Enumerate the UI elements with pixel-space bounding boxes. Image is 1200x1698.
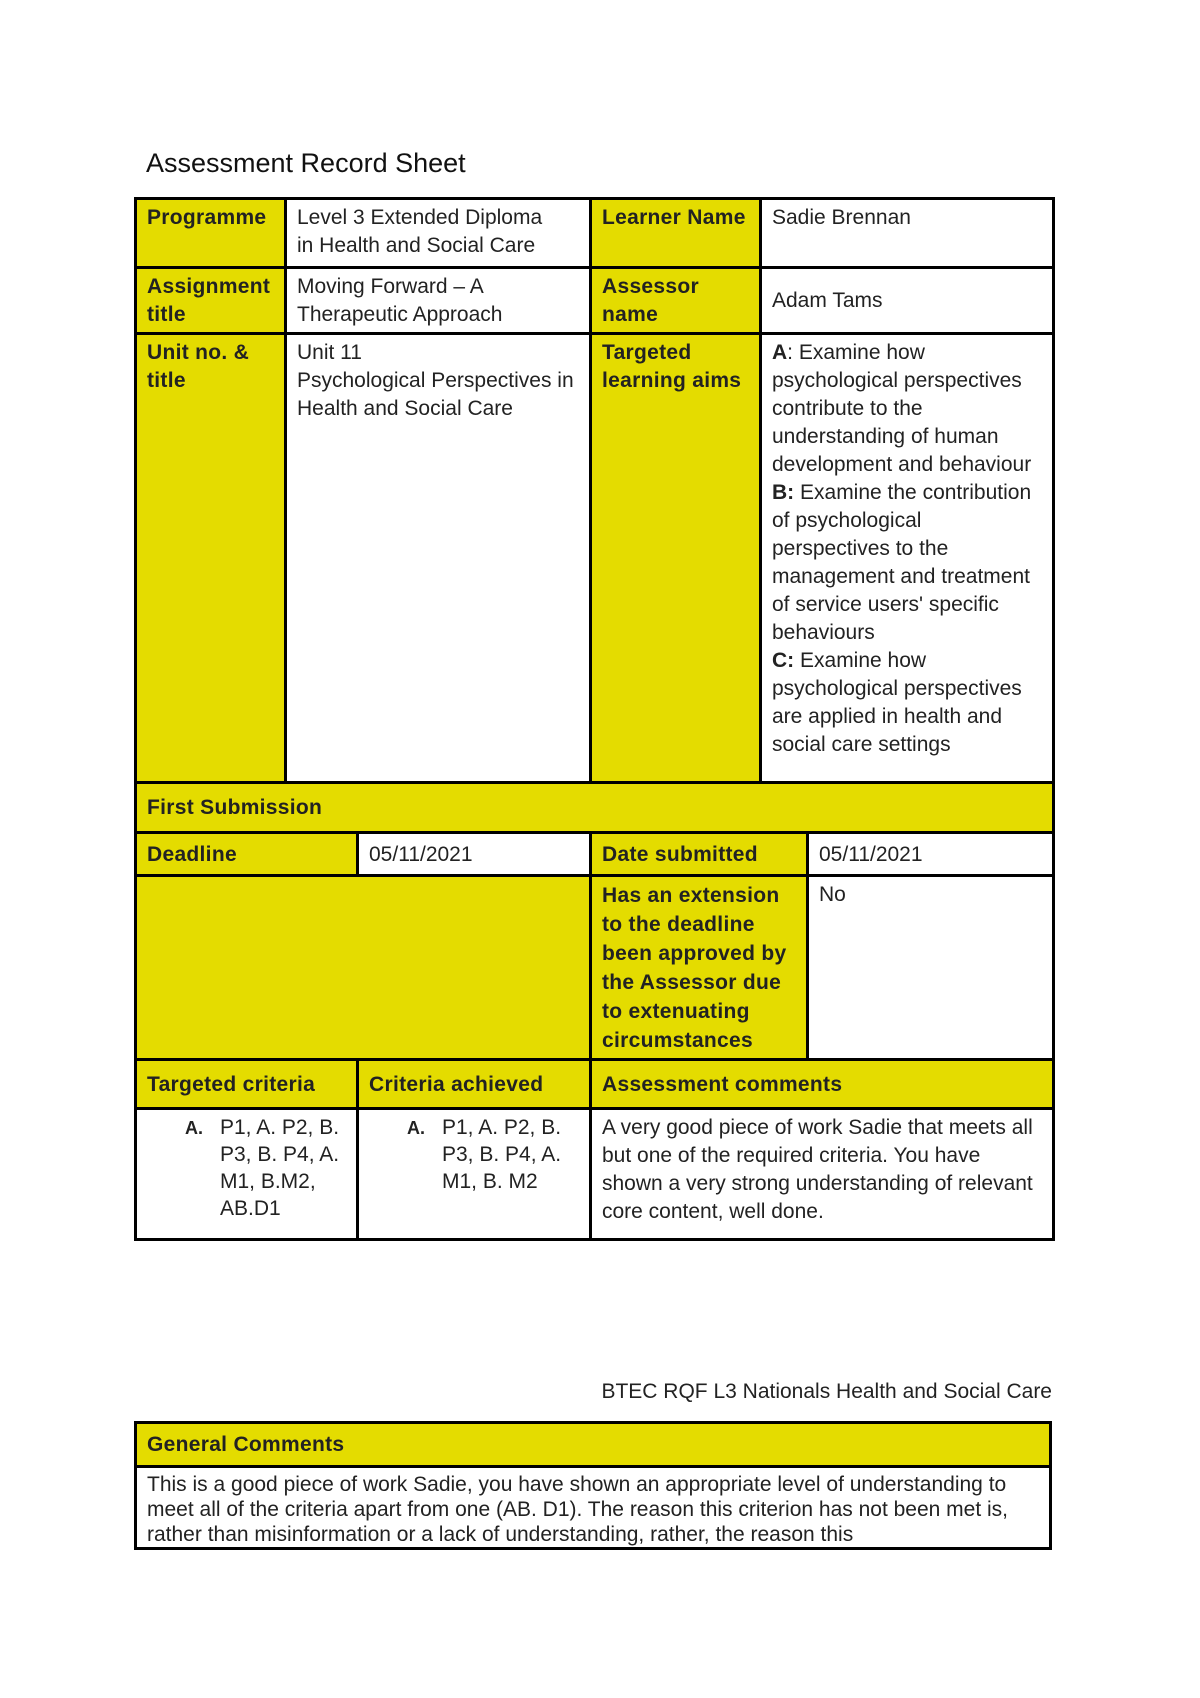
page-title: Assessment Record Sheet — [146, 148, 466, 178]
deadline-value: 05/11/2021 — [358, 833, 591, 876]
extension-blank-cell — [136, 876, 591, 1060]
targeted-criteria-text: P1, A. P2, B. P3, B. P4, A. M1, B.M2, AB.D1 — [220, 1116, 340, 1220]
extension-label: Has an extension to the deadline been approved by the Assessor due to extenuating circumstances — [591, 876, 808, 1060]
extension-value: No — [808, 876, 1054, 1060]
footer-qualification: BTEC RQF L3 Nationals Health and Social Care — [601, 1380, 1052, 1403]
criteria-achieved-header: Criteria achieved — [358, 1060, 591, 1109]
learner-name-label: Learner Name — [591, 199, 761, 268]
aim-a-key: A — [772, 341, 788, 364]
unit-value — [286, 334, 591, 783]
assignment-title-label: Assignment title — [136, 268, 286, 334]
assessor-name-value: Adam Tams — [761, 268, 1054, 334]
aim-c-key: C: — [772, 649, 795, 672]
assessment-record-table — [134, 197, 1055, 1241]
criteria-achieved-letter: A. — [407, 1118, 425, 1138]
learning-aims-value — [761, 334, 1054, 783]
assessment-comments-value: A very good piece of work Sadie that meets all but one of the required criteria. You have shown a very strong understanding of relevant core content, well done. — [591, 1109, 1054, 1240]
targeted-criteria-cell — [136, 1109, 358, 1240]
assessor-name-label: Assessor name — [591, 268, 761, 334]
unit-label: Unit no. & title — [136, 334, 286, 783]
criteria-achieved-list — [369, 1114, 579, 1195]
assignment-title-line2: Therapeutic Approach — [297, 303, 503, 326]
general-comments-table — [134, 1421, 1052, 1550]
assignment-title-value — [286, 268, 591, 334]
targeted-criteria-list — [147, 1114, 346, 1222]
assessment-comments-header: Assessment comments — [591, 1060, 1054, 1109]
general-comments-text: This is a good piece of work Sadie, you have shown an appropriate level of understanding to meet all of the criteria apart from one (AB. D1). The reason this criterion has not been met is, rather than misinformation or a lack of understanding, rather, the reason this — [136, 1467, 1051, 1549]
aim-b-text: Examine the contribution of psychological perspectives to the management and treatment of service users' specific behaviours — [772, 481, 1032, 644]
programme-value-line2: in Health and Social Care — [297, 234, 536, 257]
programme-value-line1: Level 3 Extended Diploma — [297, 206, 543, 229]
aim-a-text: : Examine how psychological perspectives contribute to the understanding of human development and behaviour — [772, 341, 1032, 476]
targeted-criteria-header: Targeted criteria — [136, 1060, 358, 1109]
aim-c-text: Examine how psychological perspectives are applied in health and social care settings — [772, 649, 1022, 756]
first-submission-heading: First Submission — [136, 783, 1054, 833]
programme-label: Programme — [136, 199, 286, 268]
learning-aims-label: Targeted learning aims — [591, 334, 761, 783]
date-submitted-value: 05/11/2021 — [808, 833, 1054, 876]
aim-b-key: B: — [772, 481, 795, 504]
targeted-criteria-letter: A. — [185, 1118, 203, 1138]
unit-number: Unit 11 — [297, 341, 362, 364]
deadline-label: Deadline — [136, 833, 358, 876]
unit-title: Psychological Perspectives in Health and Social Care — [297, 369, 574, 420]
assignment-title-line1: Moving Forward – A — [297, 275, 484, 298]
general-comments-heading: General Comments — [136, 1423, 1051, 1467]
date-submitted-label: Date submitted — [591, 833, 808, 876]
learner-name-value: Sadie Brennan — [761, 199, 1054, 268]
criteria-achieved-text: P1, A. P2, B. P3, B. P4, A. M1, B. M2 — [442, 1116, 562, 1193]
programme-value — [286, 199, 591, 268]
criteria-achieved-cell — [358, 1109, 591, 1240]
